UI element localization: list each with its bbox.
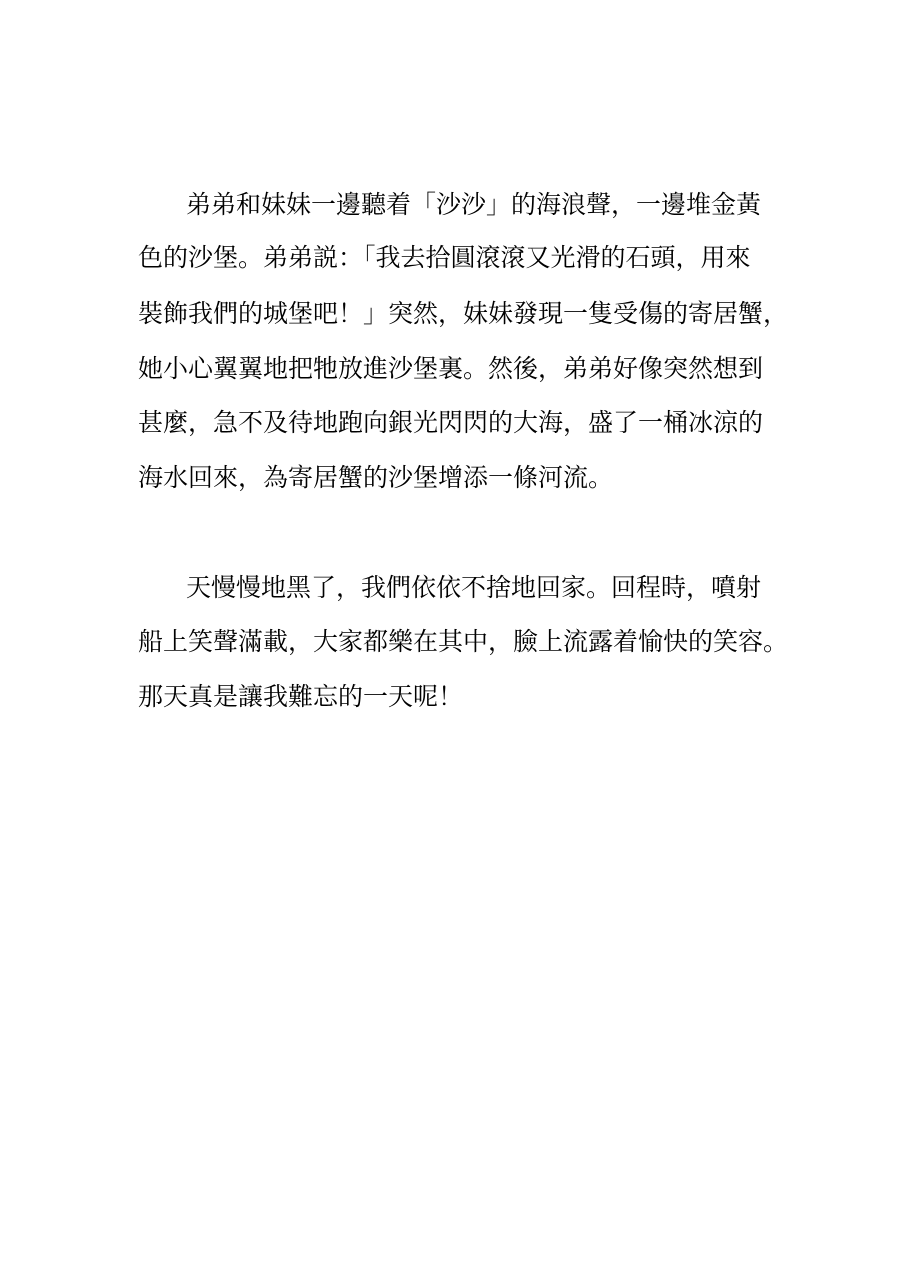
- paragraph-line: 裝飾我們的城堡吧！」突然，妹妹發現一隻受傷的寄居蟹，: [138, 299, 789, 328]
- paragraph-line: 天慢慢地黑了，我們依依不捨地回家。回程時，噴射: [186, 573, 762, 602]
- paragraph-line: 甚麼，急不及待地跑向銀光閃閃的大海，盛了一桶冰涼的: [138, 408, 764, 437]
- paragraph-line: 那天真是讓我難忘的一天呢！: [138, 682, 464, 711]
- paragraph-line: 她小心翼翼地把牠放進沙堡裏。然後，弟弟好像突然想到: [138, 354, 764, 383]
- paragraph-line: 弟弟和妹妹一邊聽着「沙沙」的海浪聲，一邊堆金黃: [186, 190, 762, 219]
- paragraph-line: 船上笑聲滿載，大家都樂在其中，臉上流露着愉快的笑容。: [138, 627, 789, 656]
- paragraph-line: 色的沙堡。弟弟説：「我去拾圓滾滾又光滑的石頭，用來: [138, 243, 751, 272]
- paragraph-line: 海水回來，為寄居蟹的沙堡增添一條河流。: [138, 463, 614, 492]
